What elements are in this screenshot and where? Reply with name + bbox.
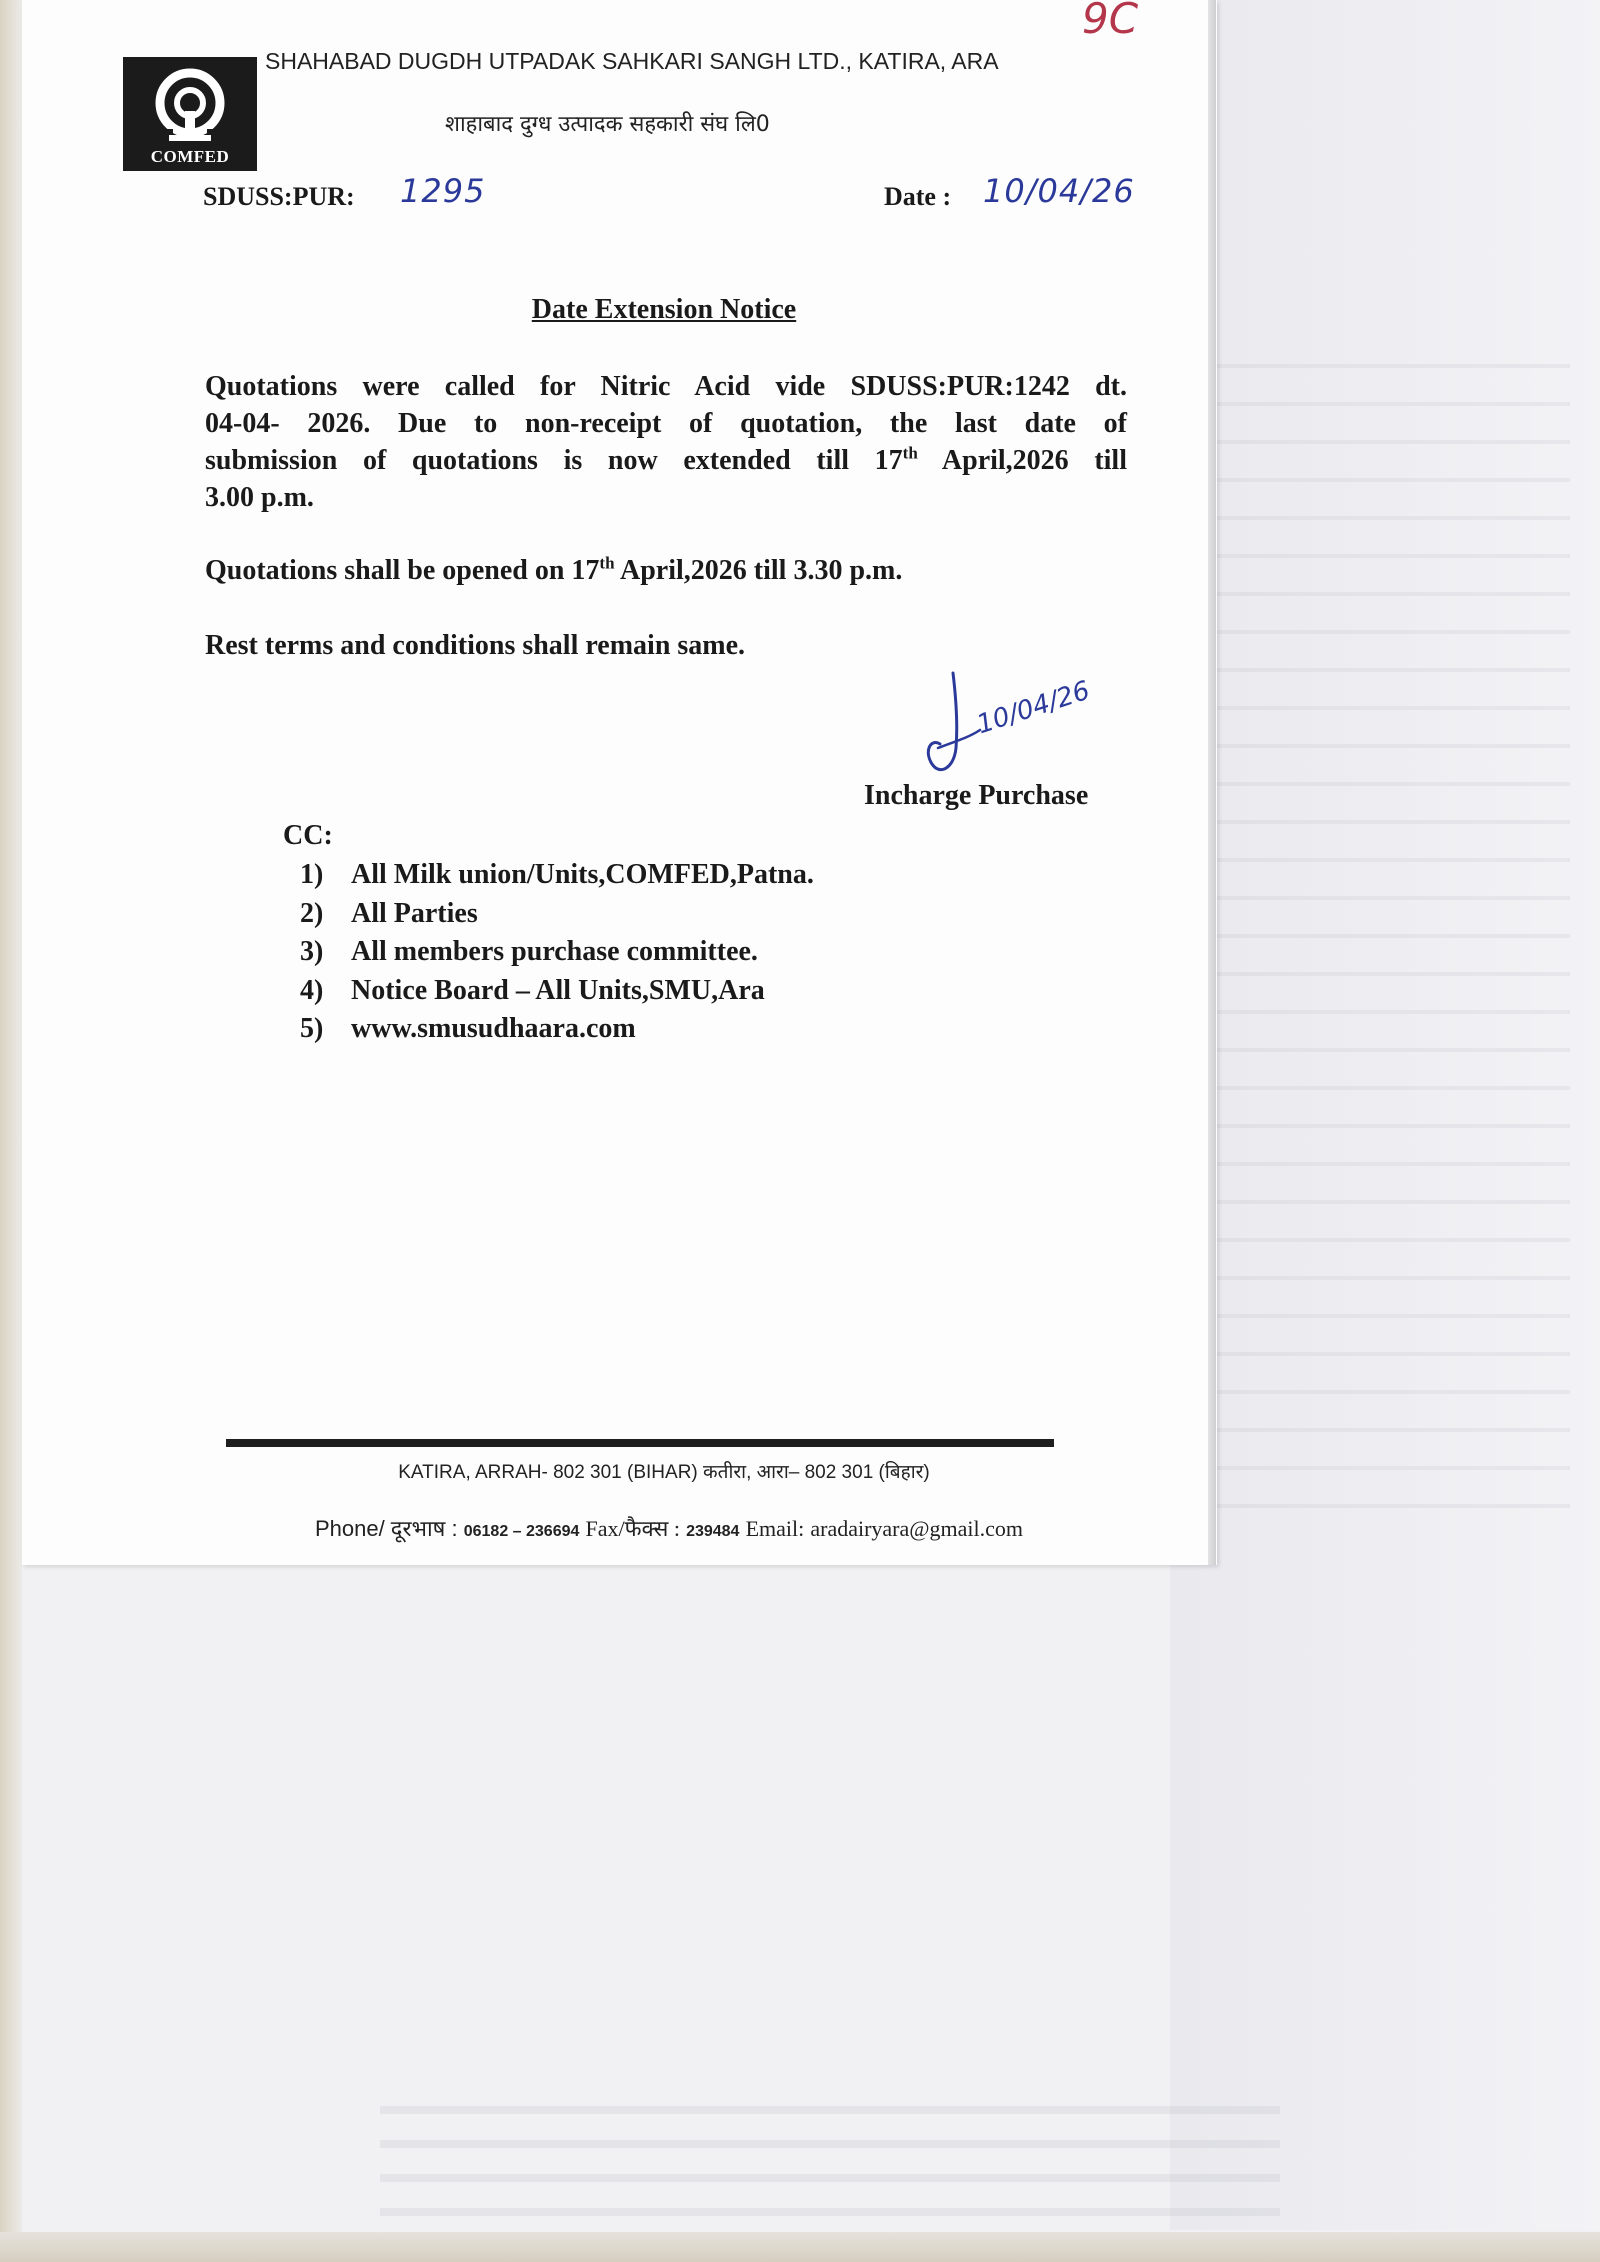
cc-list: [300, 856, 814, 1049]
sheet-edge: [1208, 0, 1216, 1565]
ordinal-suffix: th: [902, 443, 918, 463]
cc-item: [300, 1010, 814, 1049]
cc-item-text: All Parties: [351, 897, 478, 929]
fax-label: Fax/फैक्स :: [585, 1516, 680, 1541]
footer-address: KATIRA, ARRAH- 802 301 (BIHAR) कतीरा, आरा– 802 301 (बिहार): [398, 1462, 930, 1483]
comfed-logo: [123, 57, 257, 171]
signatory-title: Incharge Purchase: [864, 780, 1089, 811]
logo-text: COMFED: [150, 147, 230, 166]
cc-item: [300, 895, 814, 934]
cc-item-number: 4): [300, 974, 324, 1006]
cc-item-text: Notice Board – All Units,SMU,Ara: [351, 974, 765, 1006]
cc-item-number: 1): [300, 859, 324, 890]
fax-number: 239484: [686, 1523, 740, 1540]
notice-paragraph-1: [205, 368, 1127, 516]
email-label: Email:: [745, 1516, 805, 1541]
organization-name: SHAHABAD DUGDH UTPADAK SAHKARI SANGH LTD., KATIRA, ARA: [265, 48, 999, 74]
cc-item-text: All members purchase committee.: [351, 936, 758, 967]
cc-item-number: 3): [300, 936, 324, 967]
paragraph-line: 04-04- 2026. Due to non-receipt of quotation, the last date of: [205, 408, 1127, 439]
ordinal-suffix: th: [599, 553, 615, 573]
cc-item-number: 5): [300, 1013, 324, 1044]
cc-item-text: All Milk union/Units,COMFED,Patna.: [351, 859, 814, 890]
notice-date: 10/04/26: [983, 172, 1135, 210]
line-text: April,2026 till: [917, 445, 1127, 476]
scan-left-edge: [0, 0, 22, 2262]
line-text: submission of quotations is now extended till 17: [205, 445, 903, 476]
reference-number: 1295: [400, 172, 486, 210]
cc-item: [300, 972, 814, 1011]
organization-name-hindi: शाहाबाद दुग्ध उत्पादक सहकारी संघ लि0: [445, 112, 770, 137]
notice-paragraph-2: [205, 552, 1127, 589]
show-through-text: [380, 2080, 1280, 2230]
cc-label: CC:: [283, 820, 333, 851]
email-address: aradairyara@gmail.com: [810, 1516, 1024, 1541]
cc-item: [300, 933, 814, 972]
line-text: April,2026 till 3.30 p.m.: [614, 555, 903, 586]
cc-item-text: www.smusudhaara.com: [351, 1013, 636, 1044]
notice-paragraph-3: Rest terms and conditions shall remain same.: [205, 630, 746, 661]
footer-divider: [226, 1439, 1054, 1447]
date-label: Date :: [884, 182, 952, 211]
reference-label: SDUSS:PUR:: [203, 182, 355, 211]
footer-contact: [0, 1513, 1338, 1543]
paragraph-line: 3.00 p.m.: [205, 482, 314, 513]
handwritten-corner-mark: 9C: [1082, 0, 1139, 43]
underlying-page-bleed: [1190, 330, 1570, 1530]
line-text: Quotations shall be opened on 17: [205, 555, 600, 586]
signature-date: 10/04/26: [973, 675, 1094, 741]
phone-number: 06182 – 236694: [463, 1523, 580, 1540]
scan-bottom-edge: [0, 2232, 1600, 2262]
phone-label: Phone/ दूरभाष :: [314, 1516, 458, 1541]
cc-item: [300, 856, 814, 895]
cc-item-number: 2): [300, 897, 324, 929]
notice-title: Date Extension Notice: [531, 294, 797, 325]
paragraph-line: Quotations were called for Nitric Acid vide SDUSS:PUR:1242 dt.: [205, 371, 1127, 402]
paragraph-line: [205, 442, 1127, 479]
